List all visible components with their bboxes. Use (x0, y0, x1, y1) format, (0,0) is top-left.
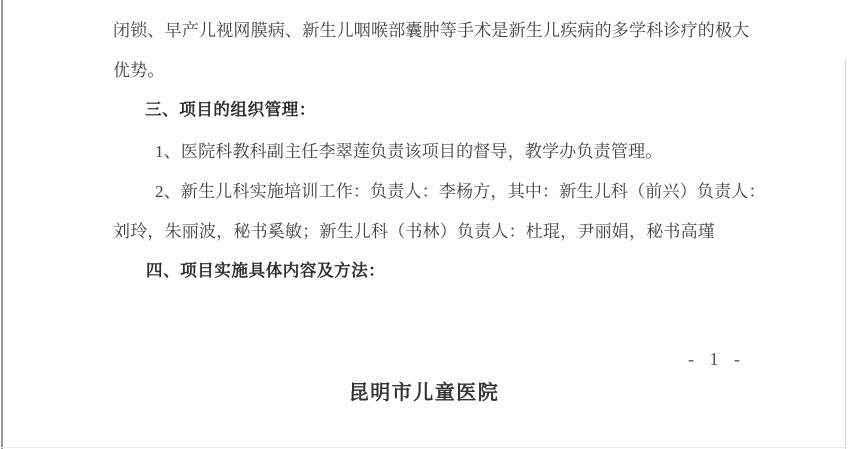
page-number: - 1 - (688, 349, 741, 369)
hospital-footer-title: 昆明市儿童医院 (348, 382, 500, 404)
section-4-heading: 四、项目实施具体内容及方法： (146, 261, 386, 280)
body-paragraph-continuation-line-2: 优势。 (113, 61, 165, 80)
body-paragraph-continuation-line-1: 闭锁、早产儿视网膜病、新生儿咽喉部囊肿等手术是新生儿疾病的多学科诊疗的极大 (113, 21, 750, 40)
section-3-heading: 三、项目的组织管理： (145, 100, 316, 119)
section-3-item-1: 1、医院科教科副主任李翠莲负责该项目的督导，教学办负责管理。 (155, 142, 663, 161)
scan-edge-bottom (0, 447, 848, 448)
section-3-item-2-line-2: 刘玲，朱丽波，秘书奚敏；新生儿科（书林）负责人：杜琨，尹丽娟，秘书高瑾 (113, 222, 715, 241)
section-3-item-2-line-1: 2、新生儿科实施培训工作：负责人：李杨方，其中：新生儿科（前兴）负责人： (155, 182, 766, 201)
